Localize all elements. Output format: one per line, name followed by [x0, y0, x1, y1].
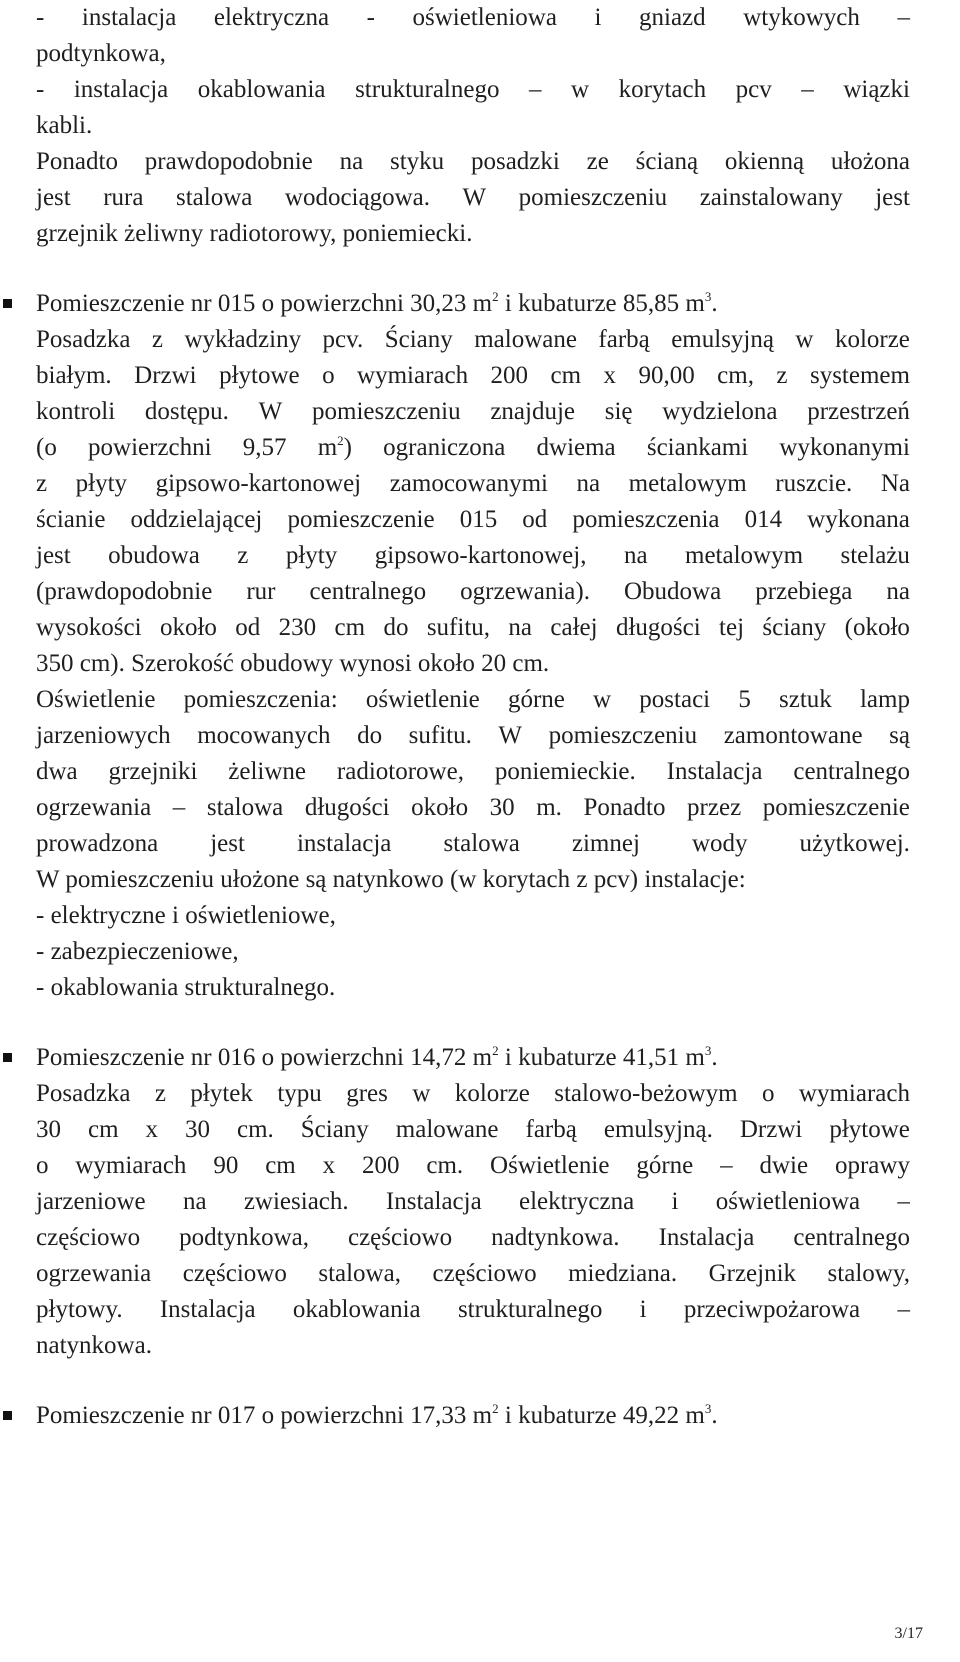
word: oprawy — [834, 1152, 910, 1179]
paragraph-line — [36, 1112, 910, 1148]
word: jarzeniowe — [36, 1188, 146, 1215]
word: radiotorowe, — [336, 758, 464, 785]
word: farbą — [525, 1116, 577, 1143]
word: kolorze — [454, 1080, 530, 1107]
word: wymiarach — [75, 1152, 187, 1179]
word: Instalacja — [385, 1188, 482, 1215]
word: postaci — [639, 686, 711, 713]
paragraph-line — [36, 322, 910, 358]
word: instalacja — [81, 4, 177, 31]
word: stalowo-beżowym — [554, 1080, 738, 1107]
word: centralnego — [793, 758, 910, 785]
paragraph-line: podtynkowa, — [36, 40, 166, 67]
paragraph-line — [36, 466, 910, 502]
word: wodociągowa. — [284, 184, 430, 211]
word: Ściany — [300, 1116, 369, 1143]
paragraph-line — [36, 538, 910, 574]
paragraph-line — [36, 1184, 910, 1220]
paragraph-line — [36, 1148, 910, 1184]
word: ściankami — [646, 434, 749, 461]
paragraph-line — [36, 0, 910, 36]
word: zwiesiach. — [243, 1188, 349, 1215]
word: x — [145, 1116, 159, 1143]
word: przestrzeń — [807, 398, 910, 425]
word: na — [576, 470, 601, 497]
word: się — [604, 398, 633, 425]
word: centralnego — [309, 578, 427, 605]
word: użytkowej. — [799, 830, 910, 857]
word: o — [36, 1152, 49, 1179]
word: ułożona — [830, 148, 910, 175]
word: strukturalnego — [457, 1296, 603, 1323]
word: 90,00 — [638, 362, 695, 389]
word: tej — [719, 614, 745, 641]
page-number: 3/17 — [894, 1625, 923, 1642]
word: gipsowo-kartonowej, — [374, 542, 587, 569]
paragraph-line — [36, 826, 910, 862]
word: elektryczna — [213, 4, 330, 31]
word: typu — [277, 1080, 322, 1107]
word: o — [322, 362, 335, 389]
word: 200 — [361, 1152, 400, 1179]
word: pcv — [735, 76, 772, 103]
word: instalacja — [73, 76, 169, 103]
word: – — [172, 794, 186, 821]
word: powierzchni — [88, 434, 212, 461]
word: jest — [36, 184, 71, 211]
word: cm — [265, 1152, 296, 1179]
bullet-square-icon — [3, 299, 12, 308]
word: długości — [304, 794, 390, 821]
word: (około — [844, 614, 910, 641]
word: stelażu — [840, 542, 910, 569]
word: oświetlenie — [365, 686, 480, 713]
word: 015 — [459, 506, 498, 533]
word: Obudowa — [623, 578, 722, 605]
paragraph-line: - zabezpieczeniowe, — [36, 938, 239, 965]
word: 5 — [738, 686, 751, 713]
paragraph-line — [36, 72, 910, 108]
superscript: 2 — [337, 433, 344, 448]
paragraph-line — [36, 144, 910, 180]
word: W — [498, 722, 523, 749]
word: Na — [880, 470, 910, 497]
word: grzejniki — [108, 758, 198, 785]
word: okienną — [724, 148, 805, 175]
word: na — [623, 542, 648, 569]
paragraph-line-with-sup — [36, 430, 910, 466]
word: płytek — [190, 1080, 253, 1107]
word: wtykowych — [743, 4, 860, 31]
word: górne — [636, 1152, 694, 1179]
word: W — [258, 398, 283, 425]
word: Ściany — [384, 326, 453, 353]
word: wody — [691, 830, 748, 857]
word: od — [522, 506, 548, 533]
word: na — [886, 578, 910, 605]
word: podtynkowa, — [179, 1224, 309, 1251]
word: i — [594, 4, 602, 31]
word: ściany — [762, 614, 827, 641]
paragraph-line: W pomieszczeniu ułożone są natynkowo (w korytach z pcv) instalacje: — [36, 866, 746, 893]
word: pomieszczeniu — [548, 722, 698, 749]
word: 30 — [36, 1116, 61, 1143]
word: ogrzewania — [36, 794, 152, 821]
word: Instalacja — [159, 1296, 256, 1323]
word: pomieszczenie — [762, 794, 910, 821]
word: stalowa — [443, 830, 520, 857]
word: płytowy. — [36, 1296, 123, 1323]
word: (o — [36, 434, 57, 461]
word: poniemieckie. — [494, 758, 636, 785]
word: m. — [536, 794, 562, 821]
word: o — [761, 1080, 775, 1107]
word: dostępu. — [144, 398, 229, 425]
word: cm — [334, 614, 366, 641]
word: rura — [103, 184, 144, 211]
word: $m^2$) — [317, 433, 352, 461]
word: około — [159, 614, 217, 641]
word: ze — [586, 148, 609, 175]
word: z — [776, 362, 788, 389]
word: pcv. — [322, 326, 364, 353]
word: Ponadto — [583, 794, 666, 821]
word: - — [36, 76, 45, 103]
word: obudowa — [108, 542, 200, 569]
word: - — [36, 4, 45, 31]
word: wiązki — [843, 76, 910, 103]
word: Drzwi — [134, 362, 197, 389]
room-017-heading: Pomieszczenie nr 017 o powierzchni 17,33 $m^2$ i kubaturze 49,22 $m^3$. — [36, 1398, 910, 1434]
word: płytowe — [829, 1116, 910, 1143]
word: kontroli — [36, 398, 116, 425]
word: długości — [615, 614, 701, 641]
word: wydzielona — [662, 398, 778, 425]
word: pomieszczenie — [287, 506, 435, 533]
word: są — [889, 722, 910, 749]
word: w — [571, 76, 590, 103]
word: w — [795, 326, 814, 353]
word: prawdopodobnie — [144, 148, 313, 175]
word: emulsyjną — [671, 326, 774, 353]
word: stalowa — [176, 184, 253, 211]
paragraph-line: grzejnik żeliwny radiotorowy, poniemiecki. — [36, 220, 473, 247]
word: na — [508, 614, 532, 641]
word: dwie — [759, 1152, 809, 1179]
word: wysokości — [36, 614, 142, 641]
word: metalowym — [628, 470, 747, 497]
word: płytowe — [219, 362, 300, 389]
word: x — [322, 1152, 336, 1179]
word: w — [593, 686, 612, 713]
paragraph-line — [36, 1220, 910, 1256]
word: instalacja — [296, 830, 392, 857]
word: do — [357, 722, 383, 749]
word: – — [897, 1188, 910, 1215]
word: oddzielającej — [130, 506, 263, 533]
word: płyty — [285, 542, 338, 569]
word: częściowo — [347, 1224, 453, 1251]
paragraph-line — [36, 754, 910, 790]
word: kolorze — [834, 326, 910, 353]
word: 90 — [213, 1152, 239, 1179]
word: znajduje — [490, 398, 575, 425]
word: wymiarach — [357, 362, 469, 389]
word: całej — [550, 614, 598, 641]
word: zimnej — [571, 830, 640, 857]
word: Instalacja — [658, 1224, 755, 1251]
word: lamp — [859, 686, 910, 713]
word: nadtynkowa. — [491, 1224, 620, 1251]
word: gres — [346, 1080, 388, 1107]
word: ruszcie. — [775, 470, 853, 497]
word: elektryczna — [518, 1188, 635, 1215]
word: sufitu, — [426, 614, 491, 641]
word: wykonana — [807, 506, 910, 533]
paragraph-line: - okablowania strukturalnego. — [36, 974, 336, 1001]
word: emulsyjną. — [603, 1116, 713, 1143]
paragraph-line — [36, 1292, 910, 1328]
word: ogrzewania — [36, 1260, 152, 1287]
word: ogrzewania). — [460, 578, 590, 605]
room-015-heading: Pomieszczenie nr 015 o powierzchni 30,23 $m^2$ i kubaturze 85,85 $m^3$. — [36, 286, 910, 322]
word: i — [639, 1296, 647, 1323]
word: – — [720, 1152, 733, 1179]
word: z — [36, 470, 48, 497]
word: żeliwne — [228, 758, 307, 785]
word: sufitu. — [408, 722, 472, 749]
word: Instalacja — [666, 758, 763, 785]
word: na — [339, 148, 364, 175]
bullet-square-icon — [3, 1411, 12, 1420]
word: okablowania — [292, 1296, 421, 1323]
word: 200 — [490, 362, 529, 389]
paragraph-line: 350 cm). Szerokość obudowy wynosi około 20 cm. — [36, 650, 550, 677]
word: stalowy, — [827, 1260, 910, 1287]
word: mocowanych — [197, 722, 331, 749]
word: cm. — [426, 1152, 464, 1179]
word: dwiema — [536, 434, 616, 461]
word: przebiega — [755, 578, 853, 605]
word: białym. — [36, 362, 112, 389]
word: częściowo — [182, 1260, 287, 1287]
word: dwa — [36, 758, 78, 785]
word: z — [237, 542, 249, 569]
word: centralnego — [793, 1224, 910, 1251]
word: 30 — [185, 1116, 210, 1143]
word: Posadzka — [36, 326, 131, 353]
room-016-heading: Pomieszczenie nr 016 o powierzchni 14,72 $m^2$ i kubaturze 41,51 $m^3$. — [36, 1040, 910, 1076]
word: - — [366, 4, 375, 31]
word: rur — [246, 578, 276, 605]
word: – — [897, 1296, 910, 1323]
word: przeciwpożarowa — [683, 1296, 861, 1323]
word: – — [529, 76, 542, 103]
word: na — [182, 1188, 207, 1215]
word: systemem — [809, 362, 910, 389]
paragraph-line: kabli. — [36, 112, 93, 139]
word: miedziana. — [568, 1260, 678, 1287]
word: płyty — [75, 470, 128, 497]
paragraph-line — [36, 718, 910, 754]
word: gipsowo-kartonowej — [155, 470, 362, 497]
word: z — [154, 1080, 166, 1107]
word: farbą — [598, 326, 650, 353]
word: jest — [875, 184, 910, 211]
paragraph-line — [36, 502, 910, 538]
bullet-square-icon — [3, 1053, 12, 1062]
paragraph-line — [36, 1256, 910, 1292]
word: pomieszczeniu — [518, 184, 668, 211]
word: górne — [507, 686, 565, 713]
word: do — [383, 614, 409, 641]
word: sztuk — [779, 686, 832, 713]
word: ograniczona — [383, 434, 506, 461]
word: 30 — [489, 794, 515, 821]
word: ścianie — [36, 506, 106, 533]
word: x — [603, 362, 616, 389]
word: jest — [36, 542, 71, 569]
word: zamocowanymi — [389, 470, 548, 497]
word: w — [412, 1080, 431, 1107]
paragraph-line — [36, 574, 910, 610]
word: i — [671, 1188, 679, 1215]
paragraph-line — [36, 394, 910, 430]
word: wymiarach — [798, 1080, 910, 1107]
paragraph-line — [36, 610, 910, 646]
word: malowane — [474, 326, 577, 353]
word: częściowo — [432, 1260, 537, 1287]
paragraph-line — [36, 358, 910, 394]
word: gniazd — [639, 4, 706, 31]
paragraph-line — [36, 180, 910, 216]
word: malowane — [395, 1116, 499, 1143]
word: cm. — [236, 1116, 274, 1143]
word: stalowa, — [318, 1260, 401, 1287]
word: ścianą — [635, 148, 699, 175]
word: z — [151, 326, 163, 353]
word: styku — [389, 148, 445, 175]
word: metalowym — [685, 542, 804, 569]
word: 9,57 — [242, 434, 287, 461]
word: pomieszczeniu — [312, 398, 461, 425]
word: (prawdopodobnie — [36, 578, 213, 605]
word: Drzwi — [739, 1116, 803, 1143]
word: wykładziny — [184, 326, 302, 353]
word: pomieszczenia — [572, 506, 720, 533]
word: oświetleniowa — [412, 4, 557, 31]
word: cm — [87, 1116, 119, 1143]
paragraph-line: - elektryczne i oświetleniowe, — [36, 902, 336, 929]
word: – — [897, 4, 910, 31]
word: Oświetlenie — [490, 1152, 610, 1179]
word: cm, — [717, 362, 754, 389]
word: zamontowane — [723, 722, 863, 749]
word: od — [235, 614, 261, 641]
document-page — [36, 0, 910, 1434]
word: oświetleniowa — [715, 1188, 861, 1215]
word: 230 — [278, 614, 317, 641]
word: stalowa — [206, 794, 284, 821]
word: posadzki — [470, 148, 560, 175]
paragraph-line — [36, 1076, 910, 1112]
word: Oświetlenie — [36, 686, 156, 713]
word: zainstalowany — [699, 184, 843, 211]
word: 014 — [744, 506, 783, 533]
word: prowadzona — [36, 830, 159, 857]
word: około — [411, 794, 469, 821]
word: jarzeniowych — [36, 722, 171, 749]
word: Grzejnik — [708, 1260, 797, 1287]
word: przez — [687, 794, 742, 821]
word: korytach — [618, 76, 707, 103]
word: Posadzka — [36, 1080, 131, 1107]
word: cm — [550, 362, 582, 389]
word: strukturalnego — [355, 76, 500, 103]
word: częściowo — [36, 1224, 141, 1251]
paragraph-line — [36, 682, 910, 718]
word: okablowania — [197, 76, 326, 103]
paragraph-line — [36, 790, 910, 826]
word: W — [462, 184, 487, 211]
word: pomieszczenia: — [183, 686, 338, 713]
word: wykonanymi — [779, 434, 910, 461]
paragraph-line: natynkowa. — [36, 1332, 152, 1359]
word: – — [801, 76, 814, 103]
word: Ponadto — [36, 148, 118, 175]
word: jest — [210, 830, 245, 857]
